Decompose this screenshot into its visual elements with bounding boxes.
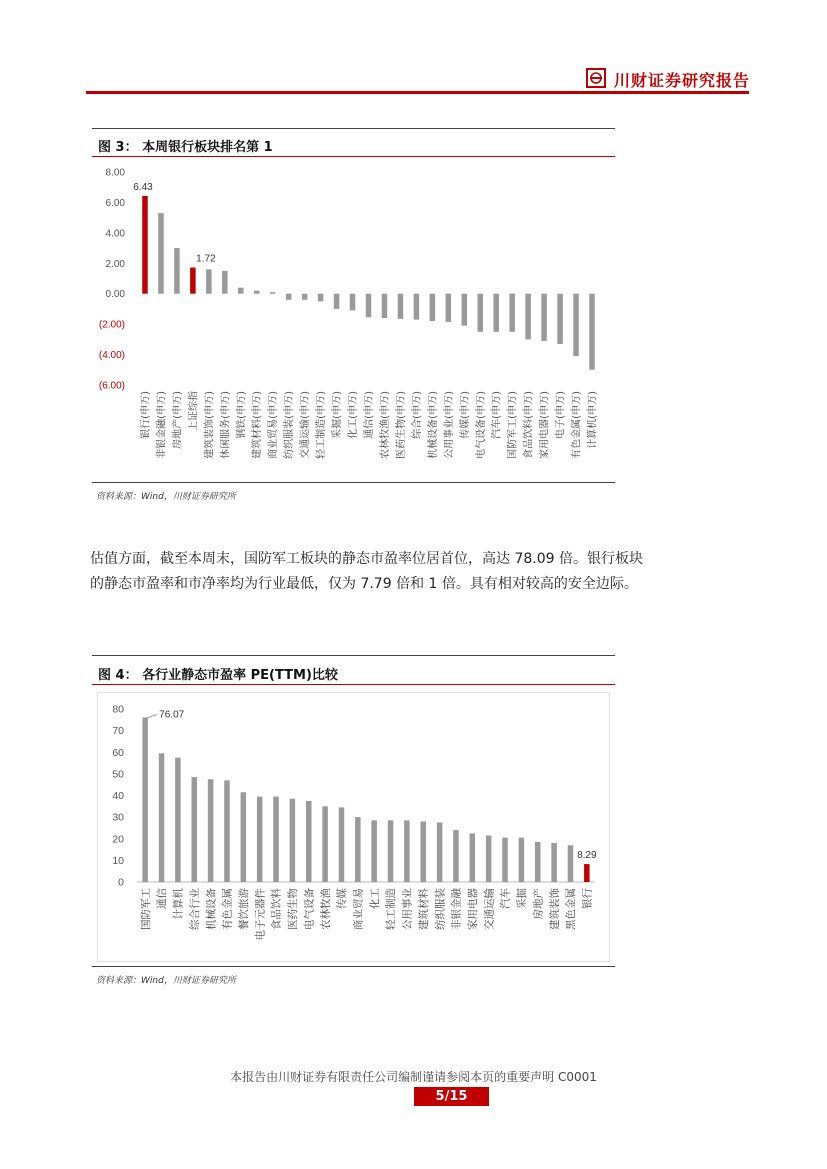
bar-农林牧渔(申万) <box>382 294 388 318</box>
category-label: 房地产 <box>532 888 545 920</box>
category-label: 钢铁(申万) <box>236 391 248 439</box>
y-tick-label: 6.00 <box>105 197 125 209</box>
bar-综合(申万) <box>414 294 420 320</box>
report-header-title: 川财证券研究报告 <box>614 71 751 90</box>
category-label: 休闲服务(申万) <box>220 391 232 459</box>
category-label: 商业贸易(申万) <box>268 391 280 459</box>
bar-计算机(申万) <box>589 294 595 370</box>
bar-电气设备 <box>306 801 312 882</box>
y-tick-label: (4.00) <box>98 350 125 362</box>
category-label: 传媒(申万) <box>459 391 471 439</box>
bar-上证综指 <box>190 268 196 294</box>
figure4-top-rule <box>92 655 615 656</box>
figure4-bottom-rule <box>92 966 615 967</box>
category-label: 轻工制造 <box>385 888 398 930</box>
body-paragraph-line2: 的静态市盈率和市净率均为行业最低，仅为 7.79 倍和 1 倍。具有相对较高的安全边际。 <box>90 576 638 592</box>
category-label: 银行(申万) <box>140 391 152 439</box>
bar-传媒 <box>339 807 345 882</box>
category-label: 传媒 <box>336 888 349 909</box>
bar-通信 <box>159 753 165 882</box>
category-label: 家用电器 <box>466 888 479 930</box>
y-tick-label: 40 <box>112 790 124 802</box>
category-label: 农林牧渔 <box>319 888 332 930</box>
category-label: 公用事业 <box>401 888 414 930</box>
data-label-leader <box>145 714 157 718</box>
category-label: 建筑材料(申万) <box>252 391 264 459</box>
data-label: 76.07 <box>159 709 185 721</box>
category-label: 黑色金属 <box>565 888 578 930</box>
category-label: 非银金融 <box>450 888 463 930</box>
category-label: 农林牧渔(申万) <box>379 391 391 459</box>
category-label: 有色金属 <box>221 888 234 930</box>
bar-国防军工 <box>142 717 148 882</box>
figure3-bar-chart <box>92 160 615 480</box>
y-tick-label: 30 <box>112 811 124 824</box>
bar-汽车(申万) <box>493 294 499 332</box>
bar-餐饮旅游 <box>241 792 247 882</box>
bar-钢铁(申万) <box>238 288 244 294</box>
bar-医药生物(申万) <box>398 294 404 319</box>
category-label: 通信 <box>156 888 169 909</box>
y-tick-label: 60 <box>112 746 124 759</box>
figure4-source: 资料来源：Wind，川财证券研究所 <box>96 976 236 986</box>
category-label: 商业贸易 <box>352 888 365 930</box>
category-label: 建筑装饰 <box>548 888 561 930</box>
category-label: 公用事业(申万) <box>443 391 455 459</box>
data-label: 1.72 <box>196 253 216 265</box>
category-label: 医药生物 <box>287 888 300 930</box>
category-label: 计算机 <box>172 888 185 920</box>
bar-建筑材料(申万) <box>254 291 260 294</box>
figure3-bottom-rule <box>92 482 615 483</box>
bar-轻工制造(申万) <box>318 294 324 302</box>
category-label: 电子元器件 <box>254 888 267 941</box>
category-label: 国防军工(申万) <box>507 391 519 459</box>
category-label: 非银金融(申万) <box>156 391 168 459</box>
bar-有色金属(申万) <box>573 294 579 356</box>
category-label: 家用电器(申万) <box>539 391 551 459</box>
bar-黑色金属 <box>568 845 574 882</box>
category-label: 化工(申万) <box>348 391 360 439</box>
category-label: 纺织服装 <box>434 888 447 930</box>
y-tick-label: 80 <box>112 703 124 716</box>
bar-汽车 <box>502 838 508 882</box>
category-label: 房地产(申万) <box>172 391 184 449</box>
bar-银行 <box>584 864 590 882</box>
category-label: 机械设备 <box>205 888 218 930</box>
bar-通信(申万) <box>366 294 372 318</box>
figure3-top-rule <box>92 128 615 129</box>
category-label: 化工 <box>368 888 381 909</box>
category-label: 通信(申万) <box>364 391 375 439</box>
bar-电子元器件 <box>257 797 263 882</box>
category-label: 采掘 <box>516 888 529 909</box>
bar-银行(申万) <box>142 196 148 294</box>
y-tick-label: 20 <box>112 833 124 846</box>
category-label: 上证综指 <box>188 391 200 431</box>
bar-电子(申万) <box>557 294 563 344</box>
y-tick-label: (2.00) <box>98 319 125 331</box>
bar-家用电器 <box>470 833 476 882</box>
figure3-caption-rule <box>92 156 615 157</box>
bar-计算机 <box>175 758 181 882</box>
bar-家用电器(申万) <box>541 294 547 341</box>
figure3-caption: 图 3： 本周银行板块排名第 1 <box>98 140 273 155</box>
bar-交通运输(申万) <box>302 294 308 300</box>
bar-休闲服务(申万) <box>222 271 228 294</box>
category-label: 电子(申万) <box>555 391 567 439</box>
bar-非银金融(申万) <box>158 213 164 294</box>
bar-建筑装饰 <box>551 843 557 882</box>
bar-商业贸易 <box>355 817 361 882</box>
y-tick-label: 70 <box>112 725 124 738</box>
category-label: 建筑装饰(申万) <box>204 391 216 459</box>
bar-公用事业 <box>404 820 410 882</box>
bar-机械设备 <box>208 779 214 882</box>
bar-食品饮料 <box>273 797 279 882</box>
category-label: 汽车(申万) <box>491 391 503 439</box>
bar-机械设备(申万) <box>430 294 436 321</box>
category-label: 计算机(申万) <box>587 391 599 449</box>
category-label: 建筑材料 <box>417 888 430 930</box>
y-tick-label: 0.00 <box>105 289 125 301</box>
category-label: 银行 <box>581 888 594 909</box>
y-tick-label: 2.00 <box>105 258 125 270</box>
figure4-caption-rule <box>92 684 615 685</box>
bar-纺织服装(申万) <box>286 294 292 300</box>
data-label: 6.43 <box>133 181 153 193</box>
bar-建筑装饰(申万) <box>206 269 212 293</box>
category-label: 有色金属(申万) <box>571 391 583 459</box>
bar-纺织服装 <box>437 823 443 882</box>
y-tick-label: 50 <box>112 768 124 781</box>
category-label: 综合行业 <box>188 888 201 930</box>
bar-非银金融 <box>453 830 459 882</box>
category-label: 采掘(申万) <box>332 391 344 439</box>
category-label: 国防军工 <box>139 888 152 930</box>
company-logo-icon <box>586 68 606 88</box>
category-label: 交通运输 <box>483 888 496 930</box>
bar-轻工制造 <box>388 820 394 882</box>
category-label: 电气设备 <box>303 888 316 930</box>
bar-公用事业(申万) <box>446 294 452 322</box>
bar-传媒(申万) <box>462 294 468 326</box>
bar-国防军工(申万) <box>509 294 515 332</box>
page-number-badge: 5/15 <box>414 1087 489 1106</box>
category-label: 综合(申万) <box>411 391 423 439</box>
bar-房地产 <box>535 842 541 882</box>
y-tick-label: 0 <box>118 876 124 889</box>
category-label: 纺织服装(申万) <box>284 391 296 459</box>
data-label: 8.29 <box>577 850 597 862</box>
bar-交通运输 <box>486 836 492 882</box>
figure4-caption: 图 4： 各行业静态市盈率 PE(TTM)比较 <box>98 668 338 683</box>
bar-农林牧渔 <box>322 806 328 882</box>
bar-化工 <box>371 820 377 882</box>
category-label: 食品饮料(申万) <box>523 391 535 459</box>
figure3-source: 资料来源：Wind，川财证券研究所 <box>96 492 236 502</box>
y-tick-label: 4.00 <box>105 228 125 240</box>
bar-医药生物 <box>290 799 296 882</box>
category-label: 餐饮旅游 <box>237 888 250 930</box>
bar-综合行业 <box>192 777 198 882</box>
category-label: 汽车 <box>499 888 512 909</box>
category-label: 电气设备(申万) <box>475 391 487 459</box>
figure4-bar-chart <box>97 692 610 962</box>
y-tick-label: (6.00) <box>98 380 125 392</box>
body-paragraph-line1: 估值方面，截至本周末，国防军工板块的静态市盈率位居首位，高达 78.09 倍。银行板块 <box>90 551 643 567</box>
bar-电气设备(申万) <box>478 294 484 332</box>
bar-采掘 <box>519 838 525 882</box>
footer-disclaimer: 本报告由川财证券有限责任公司编制谨请参阅本页的重要声明 C0001 <box>230 1070 597 1084</box>
bar-房地产(申万) <box>174 248 180 294</box>
category-label: 轻工制造(申万) <box>316 391 328 459</box>
y-tick-label: 10 <box>112 854 124 867</box>
category-label: 食品饮料 <box>270 888 283 930</box>
bar-有色金属 <box>224 780 230 882</box>
category-label: 交通运输(申万) <box>300 391 312 459</box>
bar-采掘(申万) <box>334 294 340 309</box>
category-label: 医药生物(申万) <box>395 391 407 459</box>
bar-化工(申万) <box>350 294 356 311</box>
bar-食品饮料(申万) <box>525 294 531 340</box>
y-tick-label: 8.00 <box>105 167 125 179</box>
header-divider <box>86 91 749 94</box>
category-label: 机械设备(申万) <box>427 391 439 459</box>
bar-建筑材料 <box>421 821 427 882</box>
bar-商业贸易(申万) <box>270 292 276 294</box>
